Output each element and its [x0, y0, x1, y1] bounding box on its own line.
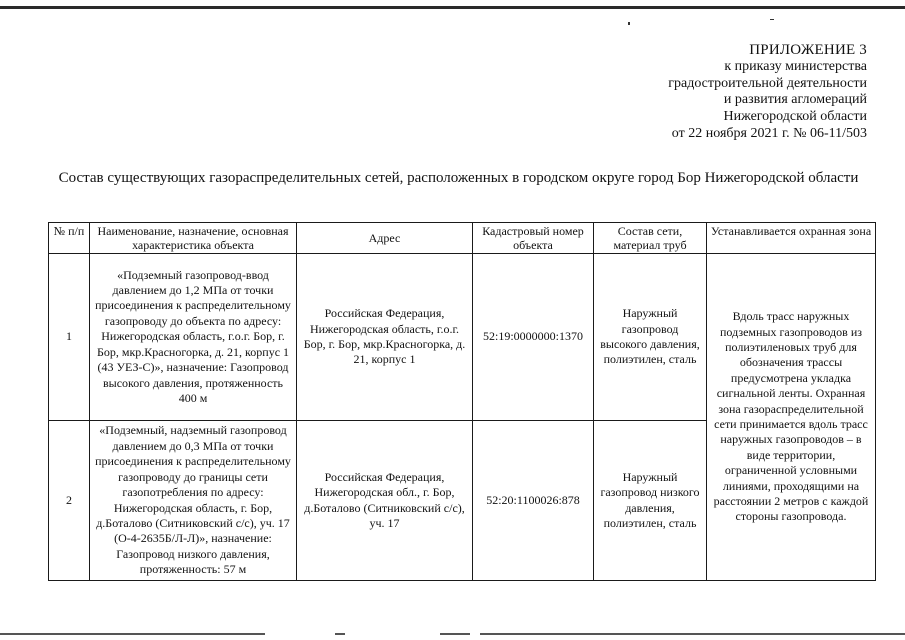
bottom-scan-mark	[0, 633, 265, 635]
appendix-title: ПРИЛОЖЕНИЕ 3	[749, 42, 867, 58]
cell-name: «Подземный газопровод-ввод давлением до 1,2 МПа от точки присоединения к распределительному газопроводу до объекта по адресу: Нижегородская область, г.о.г. Бор, г. Бор, мкр.Красногорка, д. 21, корпус 1 (43 УЕЗ-С)», назначение: Газопровод высокого давления, протяженность 400 м	[90, 254, 297, 421]
cell-zone: Вдоль трасс наружных подземных газопроводов из полиэтиленовых труб для обозначения трассы предусмотрена укладка сигнальной ленты. Охранная зона газораспределительной сети принимается вдоль трасс наружных газопроводов – в виде территории, ограниченной условными линиями, проходящими на расстоянии 2 метров с каждой стороны газопровода.	[707, 254, 876, 581]
gas-network-table	[48, 222, 876, 581]
appendix-line: к приказу министерства	[724, 58, 867, 74]
header-cadastral: Кадастровый номер объекта	[473, 223, 594, 254]
cell-address: Российская Федерация, Нижегородская область, г.о.г. Бор, г. Бор, мкр.Красногорка, д. 21, корпус 1	[297, 254, 473, 421]
cell-network: Наружный газопровод высокого давления, полиэтилен, сталь	[594, 254, 707, 421]
scan-speck	[628, 22, 630, 25]
appendix-line: от 22 ноября 2021 г. № 06-11/503	[671, 125, 867, 141]
bottom-scan-mark	[480, 633, 905, 635]
cell-num: 1	[49, 254, 90, 421]
cell-cadastral: 52:20:1100026:878	[473, 421, 594, 581]
header-zone: Устанавливается охранная зона	[707, 223, 876, 254]
cell-cadastral: 52:19:0000000:1370	[473, 254, 594, 421]
appendix-line: Нижегородской области	[723, 109, 867, 125]
top-scan-border	[0, 6, 905, 9]
cell-name: «Подземный, надземный газопровод давлением до 0,3 МПа от точки присоединения к распределительному газопроводу до границы сети газопотребления по адресу: Нижегородская область, г. Бор, д.Боталово (Ситниковский с/с), уч. 17 (О-4-2635Б/Л-Л)», назначение: Газопровод низкого давления, протяженность: 57 м	[90, 421, 297, 581]
appendix-block	[537, 42, 867, 143]
appendix-line: градостроительной деятельности	[668, 75, 867, 91]
header-num: № п/п	[49, 223, 90, 254]
table-header-row	[49, 223, 876, 254]
appendix-line: и развития агломераций	[723, 92, 867, 108]
header-network: Состав сети, материал труб	[594, 223, 707, 254]
bottom-scan-mark	[440, 633, 470, 635]
document-title: Состав существующих газораспределительных сетей, расположенных в городском округе город Бор Нижегородской области	[58, 170, 859, 186]
scan-speck	[770, 19, 774, 20]
cell-num: 2	[49, 421, 90, 581]
table-row	[49, 254, 876, 421]
cell-network: Наружный газопровод низкого давления, полиэтилен, сталь	[594, 421, 707, 581]
bottom-scan-mark	[335, 633, 345, 635]
cell-address: Российская Федерация, Нижегородская обл., г. Бор, д.Боталово (Ситниковский с/с), уч. 17	[297, 421, 473, 581]
header-name: Наименование, назначение, основная характеристика объекта	[90, 223, 297, 254]
header-address: Адрес	[297, 223, 473, 254]
